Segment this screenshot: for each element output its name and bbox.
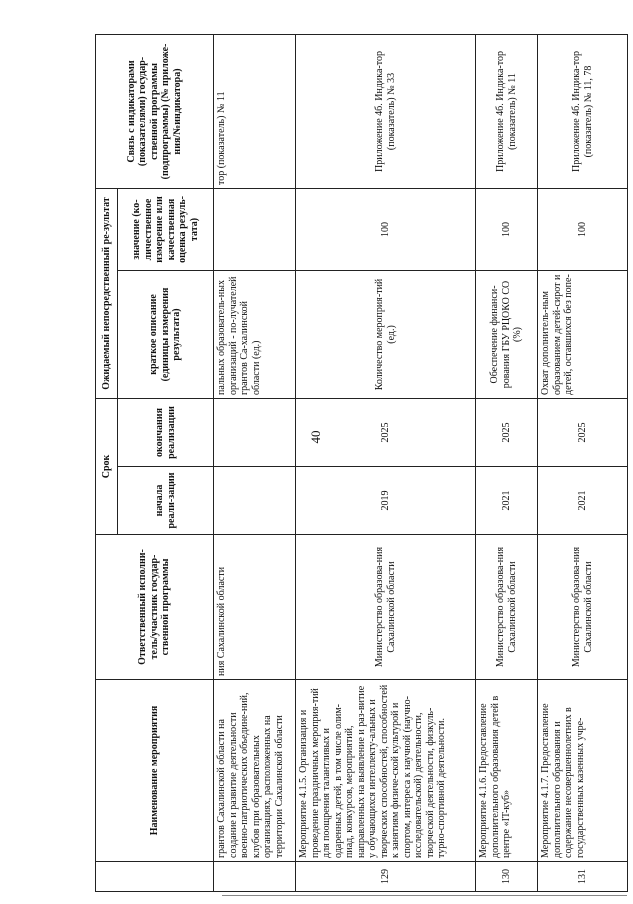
short-desc-header: краткое описание (единицы измерения результата) <box>118 270 214 398</box>
start-year: 2021 <box>538 467 628 535</box>
name-header: Наименование мероприятия <box>96 680 214 862</box>
measure-name: Мероприятие 4.1.5. Организация и проведение праздничных мероприя-тий для поощрения талантливых и одаренных детей, в том числе олим-пиад, конкурсов, мероприятий, направленных на выявление и раз-витие у обучающихся интеллекту-альных и творческих способностей, способностей к занятиям физиче-ской культурой и спортом, интереса к научной (научно-исследовательской) деятельности, творческой деятельности, физкуль-турно-спортивной деятельности. <box>296 680 476 862</box>
value-header: значение (ко-личественное измерение или качественная оценка резуль-тата) <box>118 188 214 270</box>
table-row <box>214 34 296 891</box>
row-number: 131 <box>538 862 628 892</box>
indicator-link: тор (показатель) № 11 <box>214 34 296 188</box>
page-number: 40 <box>308 430 323 444</box>
end-year: 2025 <box>538 398 628 466</box>
row-number: 130 <box>476 862 538 892</box>
indicator-link: Приложение 4б. Индика-тор (показатель) № 33 <box>296 34 476 188</box>
scan-edge-line <box>222 895 627 896</box>
short-desc: Охват дополнитель-ным образованием детей-сирот и детей, оставшихся без попе- <box>538 270 628 398</box>
responsible: Министерство образова-ния Сахалинской области <box>538 535 628 680</box>
rotated-table-wrapper <box>95 35 627 892</box>
term-header: Срок <box>96 398 118 534</box>
short-desc: Обеспечение финанси-рования ГБУ РЦОКО СО (%) <box>476 270 538 398</box>
row-number <box>214 862 296 892</box>
table-row <box>476 34 538 891</box>
end-year: 2025 <box>296 398 476 466</box>
start-year: 2021 <box>476 467 538 535</box>
expected-result-header: Ожидаемый непосредственный ре-зультат <box>96 188 118 398</box>
short-desc: Количество мероприя-тий (ед.) <box>296 270 476 398</box>
table-row <box>538 34 628 891</box>
responsible: Министерство образова-ния Сахалинской области <box>296 535 476 680</box>
result-value: 100 <box>476 188 538 270</box>
measure-name: Мероприятие 4.1.6. Предоставление дополнительного образования детей в центре «IT-куб» <box>476 680 538 862</box>
result-value <box>214 188 296 270</box>
start-year: 2019 <box>296 467 476 535</box>
start-year <box>214 467 296 535</box>
responsible-header: Ответственный исполни-тель/участник государ-ственной программы <box>96 535 214 680</box>
row-number: 129 <box>296 862 476 892</box>
result-value: 100 <box>296 188 476 270</box>
table-row <box>296 34 476 891</box>
program-measures-table <box>95 34 628 892</box>
responsible: Министерство образова-ния Сахалинской области <box>476 535 538 680</box>
start-header: начала реали-зации <box>118 467 214 535</box>
end-header: окончания реализации <box>118 398 214 466</box>
indicator-link-header: Связь с индикаторами (показателями) государ-ственной программы (подпрограммы) (№ приложе-ния/№индикатора) <box>96 34 214 188</box>
end-year <box>214 398 296 466</box>
num-header <box>96 862 214 892</box>
measure-name: Мероприятие 4.1.7. Предоставление дополнительного образования и содержание несовершеннолетних в государственных казенных учре- <box>538 680 628 862</box>
responsible: ния Сахалинской области <box>214 535 296 680</box>
end-year: 2025 <box>476 398 538 466</box>
indicator-link: Приложение 4б. Индика-тор (показатель) № 11, 78 <box>538 34 628 188</box>
short-desc: пальных образователь-ных организаций - по-лучателей грантов Са-халинской области (ед.) <box>214 270 296 398</box>
header-row-1 <box>96 34 118 891</box>
indicator-link: Приложение 4б. Индика-тор (показатель) № 11 <box>476 34 538 188</box>
result-value: 100 <box>538 188 628 270</box>
measure-name: грантов Сахалинской области на создание и развитие деятельности военно-патриотических объедине-ний, клубов при образовательных организациях, расположенных на территории Сахалинской области <box>214 680 296 862</box>
